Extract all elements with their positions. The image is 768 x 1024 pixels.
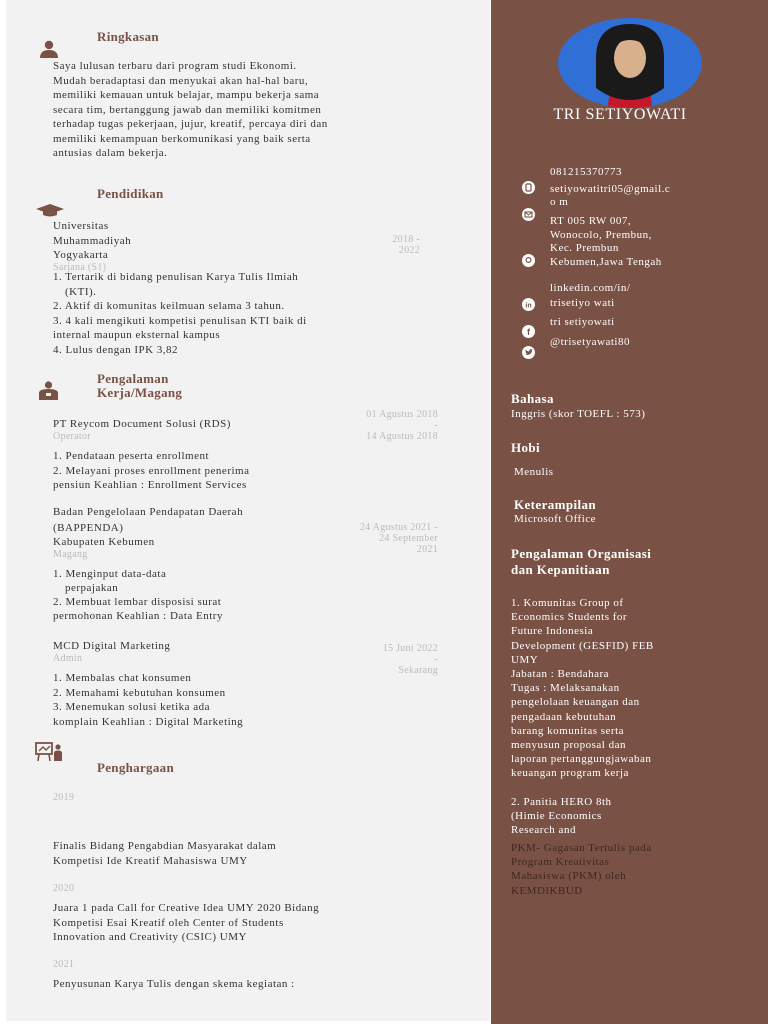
education-heading: Pendidikan xyxy=(97,186,164,201)
skills-heading: Keterampilan xyxy=(514,497,597,512)
linkedin-icon[interactable] xyxy=(522,298,535,311)
education-period: 2018 - 2022 xyxy=(392,234,420,256)
twitter-icon[interactable] xyxy=(522,346,535,359)
organization-heading: Pengalaman Organisasi dan Kepanitiaan xyxy=(511,546,652,577)
job-company: PT Reycom Document Solusi (RDS) xyxy=(53,418,231,430)
job-points: 1. Membalas chat konsumen 2. Memahami kebutuhan konsumen 3. Menemukan solusi ketika ada komplain Keahlian : Digital Marketing xyxy=(53,672,244,728)
phone-icon xyxy=(522,181,535,194)
skills-value: Microsoft Office xyxy=(514,513,597,525)
email-text: setiyowatitri05@gmail.c o m xyxy=(550,183,671,208)
award-text: Finalis Bidang Pengabdian Masyarakat dalam Kompetisi Ide Kreatif Mahasiswa UMY xyxy=(53,840,277,867)
profile-name: TRI SETIYOWATI xyxy=(553,106,687,123)
job-period: 01 Agustus 2018 - 14 Agustus 2018 xyxy=(366,409,438,442)
education-points: 1. Tertarik di bidang penulisan Karya Tulis Ilmiah (KTI). 2. Aktif di komunitas keilmuan selama 3 tahun. 3. 4 kali mengikuti kompetisi penulisan KTI baik di internal maupun eksternal kampus 4. Lulus dengan IPK 3,82 xyxy=(53,271,307,356)
summary-heading: Ringkasan xyxy=(97,29,159,44)
degree: Sarjana (S1) xyxy=(53,262,107,273)
job-company: Badan Pengelolaan Pendapatan Daerah (BAPPENDA) Kabupaten Kebumen xyxy=(53,506,244,548)
person-badge-icon xyxy=(38,381,59,400)
summary-text: Saya lulusan terbaru dari program studi Ekonomi. Mudah beradaptasi dan menyukai akan hal-hal baru, memiliki kemauan untuk belajar, mampu bekerja sama secara tim, bertanggung jawab dan memiliki komitmen terhadap tugas pekerjaan, jujur, kreatif, percaya diri dan memiliki kemampuan berkomunikasi yang baik serta antusias dalam bekerja. xyxy=(53,60,328,159)
location-pin-icon xyxy=(522,254,535,267)
job-period: 15 Juni 2022 - Sekarang xyxy=(382,643,438,676)
presentation-board-icon xyxy=(35,742,63,762)
twitter-text[interactable]: @trisetyawati80 xyxy=(550,336,630,348)
hobby-heading: Hobi xyxy=(511,440,541,455)
email-icon xyxy=(522,208,535,221)
svg-text:f: f xyxy=(527,327,530,337)
linkedin-text[interactable]: linkedin.com/in/ trisetiyo wati xyxy=(550,282,631,309)
job-points: 1. Menginput data-data perpajakan 2. Membuat lembar disposisi surat permohonan Keahlian : Data Entry xyxy=(53,568,223,622)
address-text: RT 005 RW 007, Wonocolo, Prembun, Kec. Prembun Kebumen,Jawa Tengah xyxy=(550,215,662,268)
job-role: Admin xyxy=(53,653,83,664)
facebook-icon[interactable] xyxy=(522,325,535,338)
profile-photo xyxy=(558,18,702,108)
facebook-text[interactable]: tri setiyowati xyxy=(550,316,615,328)
person-icon xyxy=(38,40,60,58)
award-year: 2021 xyxy=(53,959,75,970)
job-points: 1. Pendataan peserta enrollment 2. Melayani proses enrollment penerima pensiun Keahlian : Enrollment Services xyxy=(53,450,250,491)
hobby-value: Menulis xyxy=(514,466,554,478)
organization-item: 1. Komunitas Group of Economics Students for Future Indonesia Development (GESFID) FEB UMY Jabatan : Bendahara Tugas : Melaksanakan pengelolaan keuangan dan pengadaan kebutuhan barang komunitas serta menyusun proposal dan laporan pertanggungjawaban keuangan program kerja xyxy=(511,597,654,780)
experience-heading: Pengalaman Kerja/Magang xyxy=(97,371,183,400)
languages-heading: Bahasa xyxy=(511,391,554,406)
job-company: MCD Digital Marketing xyxy=(53,640,171,652)
organization-item: 2. Panitia HERO 8th (Himie Economics Research and xyxy=(511,796,612,837)
phone-text: 081215370773 xyxy=(550,166,622,178)
job-role: Magang xyxy=(53,549,88,560)
award-text: Penyusunan Karya Tulis dengan skema kegiatan : xyxy=(53,978,295,990)
organization-item-overflow: PKM- Gagasan Tertulis pada Program Kreativitas Mahasiswa (PKM) oleh KEMDIKBUD xyxy=(511,842,652,897)
award-text: Juara 1 pada Call for Creative Idea UMY 2020 Bidang Kompetisi Esai Kreatif oleh Center of Students Innovation and Creativity (CSIC) UMY xyxy=(53,902,320,943)
job-period: 24 Agustus 2021 - 24 September 2021 xyxy=(359,522,438,555)
awards-heading: Penghargaan xyxy=(97,760,174,775)
school-name: Universitas Muhammadiyah Yogyakarta xyxy=(53,220,132,261)
award-year: 2020 xyxy=(53,883,75,894)
job-role: Operator xyxy=(53,431,91,442)
award-year: 2019 xyxy=(53,792,75,803)
graduation-cap-icon xyxy=(36,204,64,217)
svg-text:in: in xyxy=(525,302,532,310)
languages-value: Inggris (skor TOEFL : 573) xyxy=(511,408,646,420)
